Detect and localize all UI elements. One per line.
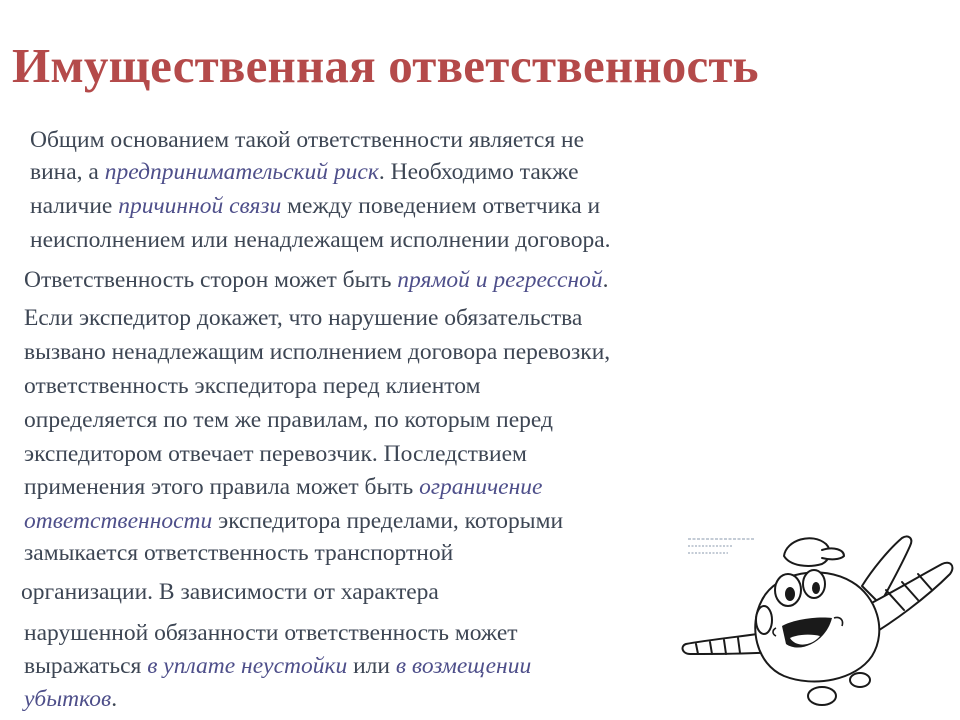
- emphasis-text: ответственности: [24, 508, 213, 534]
- text-span: нарушенной обязанности ответственность может: [24, 620, 518, 646]
- text-span: вызвано ненадлежащим исполнением договора перевозки,: [24, 339, 611, 365]
- cartoon-airplane-icon: [676, 520, 960, 720]
- text-span: между поведением ответчика и: [281, 193, 601, 219]
- emphasis-text: причинной связи: [118, 193, 282, 219]
- paragraph-3-line-3: [24, 370, 724, 402]
- text-span: Общим основанием такой ответственности является не: [30, 127, 585, 153]
- text-span: наличие: [30, 193, 119, 219]
- paragraph-1-line-4: [30, 224, 730, 256]
- paragraph-4-line-4: [24, 683, 724, 715]
- paragraph-3-line-2: [24, 336, 724, 368]
- paragraph-3-line-7: [24, 505, 724, 537]
- text-span: неисполнением или ненадлежащем исполнении договора.: [30, 227, 611, 253]
- text-span: или: [347, 653, 396, 679]
- text-span: . Необходимо также: [378, 159, 579, 185]
- text-span: Если экспедитор докажет, что нарушение обязательства: [24, 305, 583, 331]
- text-span: Ответственность сторон может быть: [24, 267, 398, 293]
- paragraph-2: [24, 264, 724, 296]
- paragraph-3-line-6: [24, 471, 724, 503]
- emphasis-text: в уплате неустойки: [147, 653, 348, 679]
- slide-title: Имущественная ответственность: [12, 38, 759, 93]
- paragraph-3-line-5: [24, 438, 724, 470]
- text-span: замыкается ответственность транспортной: [24, 540, 454, 566]
- emphasis-text: ограничение: [419, 474, 543, 500]
- text-span: ответственность экспедитора перед клиентом: [24, 373, 481, 399]
- text-span: выражаться: [24, 653, 148, 679]
- emphasis-text: в возмещении: [395, 653, 532, 679]
- paragraph-4-line-2: [24, 617, 724, 649]
- text-span: .: [602, 267, 609, 293]
- text-span: экспедитором отвечает перевозчик. Последствием: [24, 441, 527, 467]
- paragraph-1-line-2: [30, 156, 730, 188]
- text-span: .: [111, 686, 118, 712]
- paragraph-4-line-1: [21, 576, 721, 608]
- emphasis-text: прямой и регрессной: [397, 267, 603, 293]
- text-span: применения этого правила может быть: [24, 474, 420, 500]
- emphasis-text: убытков: [24, 686, 112, 712]
- paragraph-1-line-1: [30, 124, 730, 156]
- emphasis-text: предпринимательский риск: [104, 159, 379, 185]
- paragraph-3-line-8: [24, 537, 724, 569]
- text-span: организации. В зависимости от характера: [21, 579, 439, 605]
- paragraph-4-line-3: [24, 650, 724, 682]
- text-span: вина, а: [30, 159, 105, 185]
- paragraph-3-line-1: [24, 302, 724, 334]
- paragraph-1-line-3: [30, 190, 730, 222]
- paragraph-3-line-4: [24, 404, 724, 436]
- text-span: определяется по тем же правилам, по которым перед: [24, 407, 554, 433]
- text-span: экспедитора пределами, которыми: [212, 508, 564, 534]
